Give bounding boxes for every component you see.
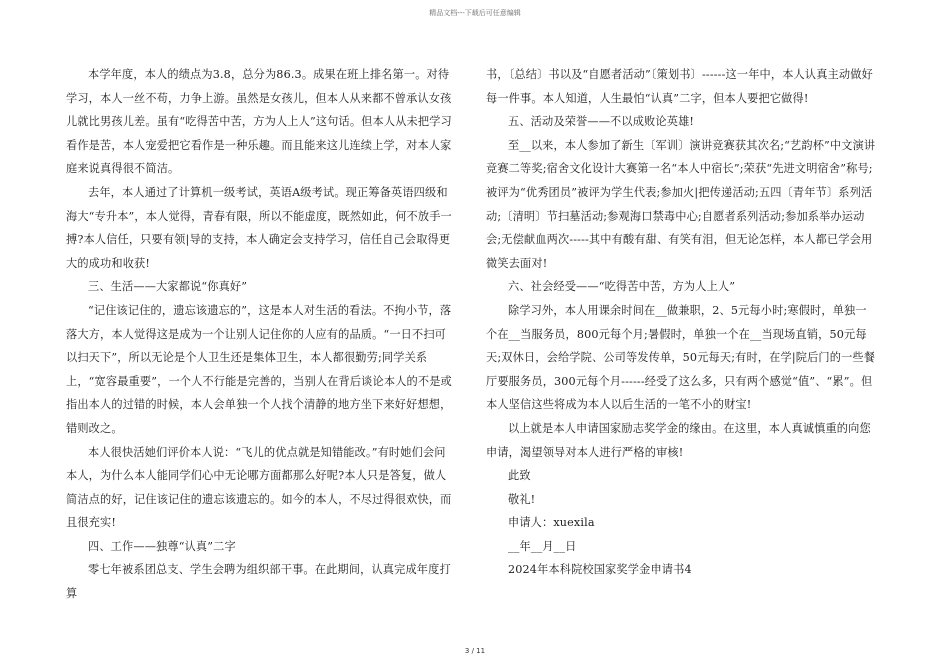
paragraph: 除学习外，本人用课余时间在__做兼职，2、5元每小时;寒假时，单独一个在__当服务员，800元每个月;暑假时，单独一个在__当现场直销，50元每天;双休日，会给学院、公司等发传单，50元每天;有时，在学|院后门的一些餐厅要服务员，300元每个月------经受了这么多，只有两个感觉“值”、“累”。但本人坚信这些将成为本人以后生活的一笔不小的财宝! [486, 303, 876, 412]
paragraph: 书，〔总结〕书以及“自愿者活动”〔策划书〕------这一年中，本人认真主动做好每一件事。本人知道，人生最怕“认真”二字，但本人要把它做得! [486, 68, 873, 105]
right-column [486, 63, 876, 582]
section-heading: 五、活动及荣誉——不以成败论英雄! [508, 115, 695, 129]
applicant-line: 申请人：xuexila [508, 516, 595, 530]
closing-line: 此致 [508, 469, 531, 483]
paragraph: “记住该记住的，遗忘该遗忘的”，这是本人对生活的看法。不拘小节，落落大方，本人觉得这是成为一个让别人记住你的人应有的品质。“一日不扫可以扫天下”，所以无论是个人卫生还是集体卫生，本人都很勤劳;同学关系上，“宽容最重要”，一个人不行能是完善的，当别人在背后谈论本人的不是或指出本人的过错的时候，本人会单独一个人找个清静的地方坐下来好好想想，错则改之。 [66, 303, 452, 435]
closing-line: 敬礼! [508, 492, 536, 506]
page-number: 3 / 11 [464, 647, 486, 655]
paragraph: 本学年度，本人的绩点为3.8，总分为86.3。成果在班上排名第一。对待学习，本人一丝不苟，力争上游。虽然是女孩儿，但本人从来都不曾承认女孩儿就比男孩儿差。虽有“吃得苦中苦，方为人上人”这句话。但本人从未把学习看作是苦，本人宠爱把它看作是一种乐趣。而且能来这儿连续上学，对本人家庭来说真得很不简洁。 [66, 68, 452, 176]
next-title: 2024年本科院校国家奖学金申请书4 [508, 563, 692, 577]
paragraph: 以上就是本人申请国家励志奖学金的缘由。在这里，本人真诚慎重的向您申请，渴望领导对本人进行严格的审核! [486, 421, 871, 459]
section-heading: 三、生活——大家都说“你真好” [88, 280, 248, 294]
date-line: __年__月__日 [508, 539, 577, 553]
section-heading: 六、社会经受——“吃得苦中苦，方为人上人” [508, 280, 736, 294]
paragraph: 去年，本人通过了计算机一级考试，英语A级考试。现正筹备英语四级和海大“专升本”，本人觉得，青春有限，所以不能虚度，既然如此，何不放手一搏?本人信任，只要有领|导的支持，本人确定会支持学习，信任自己会取得更大的成功和收获! [66, 185, 452, 270]
left-column [66, 63, 456, 606]
paragraph: 零七年被系团总支、学生会聘为组织部干事。在此期间，认真完成年度打算 [66, 563, 451, 601]
page-header: 精品文档---下载后可任意编辑 [429, 9, 521, 17]
paragraph: 本人很快活她们评价本人说：“飞儿的优点就是知错能改。”有时她们会问本人，为什么本人能同学们心中无论哪方面都那么好呢?本人只是答复，做人简洁点的好，记住该记住的遗忘该遗忘的。如今的本人，不尽过得很欢快，而且很充实! [66, 445, 452, 530]
section-heading: 四、工作——独尊“认真”二字 [88, 539, 236, 553]
paragraph: 至__以来，本人参加了新生〔军训〕演讲竞赛获其次名;“艺韵杯”中文演讲竞赛二等奖;宿舍文化设计大赛第一名“本人中宿长”;荣获“先进文明宿舍”称号;被评为“优秀团员”被评为学生代表;参加火|把传递活动;五四〔青年节〕系列活动;〔清明〕节扫墓活动;参观海口禁毒中心;自愿者系列活动;参加系举办运动会;无偿献血两次-----其中有酸有甜、有笑有泪，但无论怎样，本人都已学会用微笑去面对! [486, 138, 876, 270]
